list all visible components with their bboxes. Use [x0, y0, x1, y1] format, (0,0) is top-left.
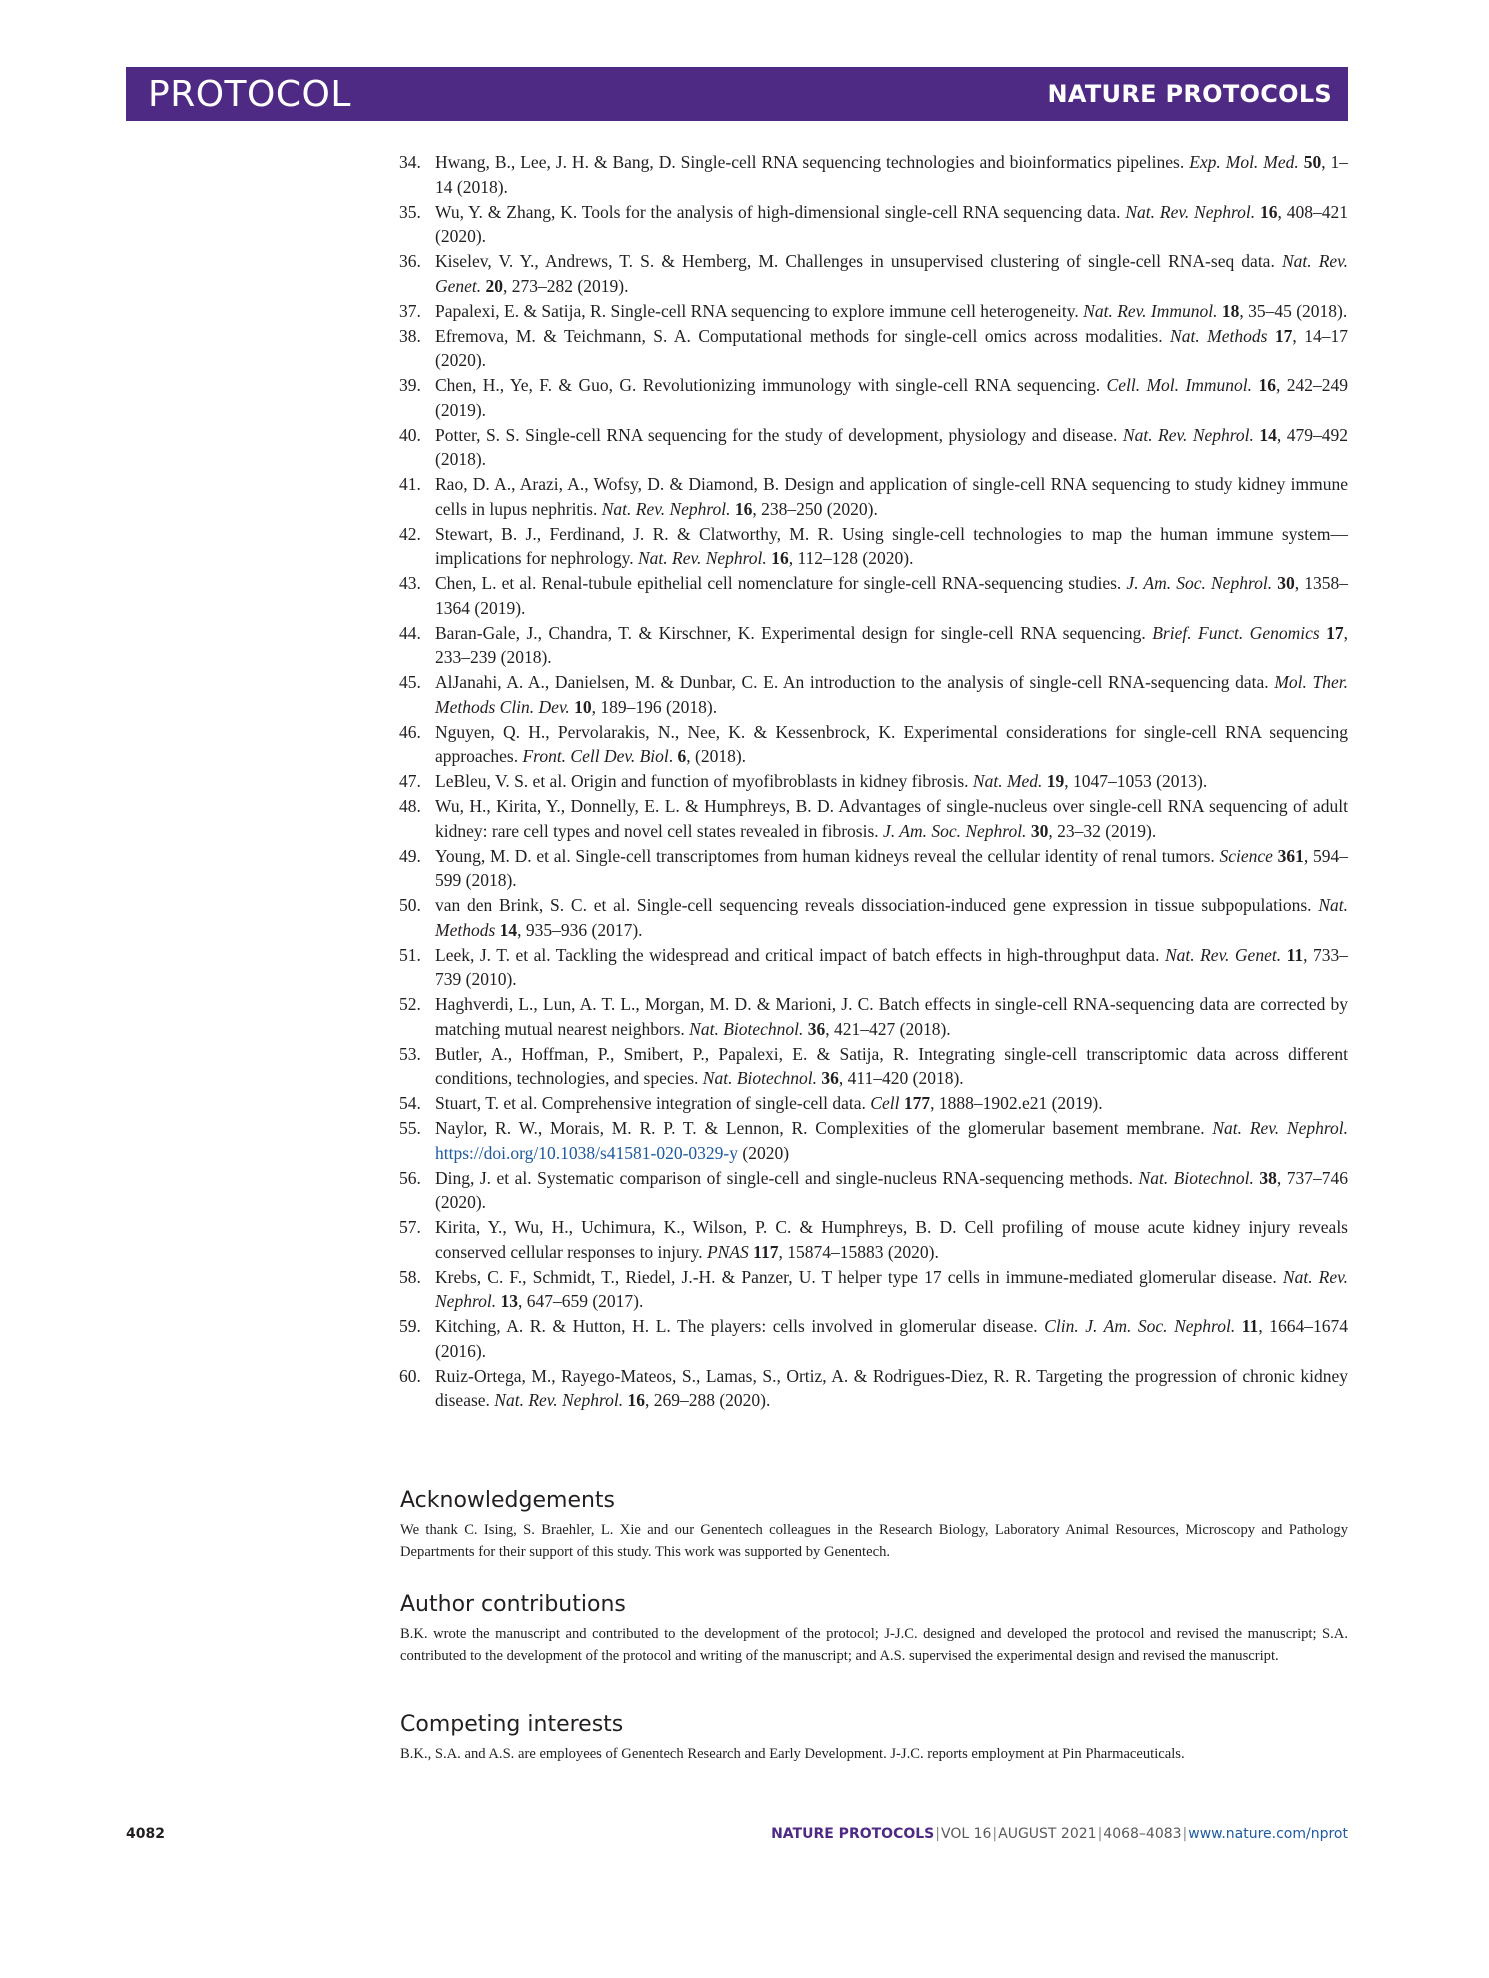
reference-text [435, 150, 1348, 199]
reference-text [435, 571, 1348, 620]
reference-fragment: , 15874–15883 (2020). [778, 1241, 939, 1262]
reference-fragment: , 35–45 (2018). [1239, 300, 1348, 321]
acknowledgements-section [400, 1488, 1348, 1563]
reference-number: 52. [399, 994, 421, 1014]
reference-item [399, 1166, 1348, 1215]
reference-text [435, 472, 1348, 521]
reference-item [399, 373, 1348, 422]
reference-number: 59. [399, 1316, 421, 1336]
journal-title: Nat. Methods [435, 895, 1348, 940]
author-contributions-heading: Author contributions [400, 1592, 626, 1617]
reference-item [399, 1314, 1348, 1363]
acknowledgements-text: We thank C. Ising, S. Braehler, L. Xie and our Genentech colleagues in the Research Biology, Laboratory Animal Resources, Microscopy and Pathology Departments for their support of this study. This work was supported by Genentech. [400, 1522, 1348, 1560]
section-label: PROTOCOL [148, 73, 351, 115]
footer-pages: 4068–4083 [1103, 1826, 1182, 1842]
reference-fragment: Potter, S. S. Single-cell RNA sequencing for the study of development, physiology and disease. [435, 424, 1123, 445]
reference-fragment: , 1358–1364 (2019). [435, 573, 1348, 618]
reference-fragment: Efremova, M. & Teichmann, S. A. Computational methods for single-cell omics across modalities. [435, 325, 1171, 346]
reference-fragment: Ruiz-Ortega, M., Rayego-Mateos, S., Lamas, S., Ortiz, A. & Rodrigues-Diez, R. R. Targeting the progression of chronic kidney disease. [435, 1365, 1348, 1410]
reference-number: 36. [399, 251, 421, 271]
reference-fragment: Haghverdi, L., Lun, A. T. L., Morgan, M. D. & Marioni, J. C. Batch effects in single-cell RNA-sequencing data are corrected by matching mutual nearest neighbors. [435, 994, 1348, 1039]
reference-text [435, 1265, 1348, 1314]
volume-number: 16 [771, 548, 789, 568]
reference-number: 34. [399, 152, 421, 172]
volume-number: 36 [821, 1068, 839, 1088]
reference-fragment: Hwang, B., Lee, J. H. & Bang, D. Single-cell RNA sequencing technologies and bioinformatics pipelines. [435, 152, 1190, 172]
reference-fragment: Wu, Y. & Zhang, K. Tools for the analysis of high-dimensional single-cell RNA sequencing data. [435, 201, 1126, 222]
reference-fragment: Butler, A., Hoffman, P., Smibert, P., Papalexi, E. & Satija, R. Integrating single-cell transcriptomic data across different conditions, technologies, and species. [435, 1043, 1348, 1088]
reference-fragment: , 14–17 (2020). [435, 325, 1348, 370]
reference-list [399, 150, 1348, 1413]
journal-title: Nat. Methods [1170, 325, 1268, 346]
reference-number: 53. [399, 1043, 421, 1064]
reference-item [399, 571, 1348, 620]
reference-text [435, 621, 1348, 670]
journal-title: Nat. Rev. Nephrol. [1122, 424, 1254, 445]
volume-number: 16 [734, 498, 753, 519]
volume-number: 50 [1303, 152, 1322, 172]
reference-text [435, 324, 1348, 373]
journal-title: Clin. J. Am. Soc. Nephrol. [1044, 1316, 1236, 1336]
separator: | [992, 1826, 998, 1842]
reference-fragment: , 737–746 (2020). [435, 1167, 1348, 1212]
reference-text [435, 769, 1348, 794]
journal-title: Cell [870, 1093, 900, 1113]
page-footer [126, 1826, 1348, 1842]
journal-title: Nat. Rev. Genet. [435, 251, 1348, 296]
reference-item [399, 1116, 1348, 1165]
reference-item [399, 1265, 1348, 1314]
journal-title: Nat. Rev. Nephrol. [494, 1390, 624, 1410]
volume-number: 16 [1260, 201, 1278, 222]
volume-number: 11 [1286, 944, 1304, 965]
volume-number: 117 [753, 1241, 779, 1262]
volume-number: 361 [1277, 845, 1304, 866]
reference-fragment: Chen, L. et al. Renal-tubule epithelial cell nomenclature for single-cell RNA-sequencing studies. [435, 573, 1127, 593]
reference-fragment: , 733–739 (2010). [435, 944, 1348, 989]
reference-fragment: Kitching, A. R. & Hutton, H. L. The players: cells involved in glomerular disease. [435, 1316, 1045, 1336]
volume-number: 6 [677, 746, 687, 766]
reference-text [435, 299, 1348, 324]
journal-title: J. Am. Soc. Nephrol. [883, 820, 1027, 841]
reference-item [399, 472, 1348, 521]
reference-text [435, 1215, 1348, 1264]
competing-interests-text: B.K., S.A. and A.S. are employees of Genentech Research and Early Development. J-J.C. reports employment at Pin Pharmaceuticals. [400, 1746, 1185, 1762]
reference-text [435, 1314, 1348, 1363]
reference-number: 56. [399, 1167, 421, 1188]
reference-fragment: Naylor, R. W., Morais, M. R. P. T. & Lennon, R. Complexities of the glomerular basement membrane. [435, 1118, 1213, 1138]
journal-title: Nat. Med. [972, 771, 1043, 791]
reference-fragment: Kiselev, V. Y., Andrews, T. S. & Hemberg, M. Challenges in unsupervised clustering of single-cell RNA-seq data. [435, 251, 1282, 271]
volume-number: 36 [807, 1018, 826, 1039]
reference-item [399, 1042, 1348, 1091]
reference-number: 51. [399, 944, 421, 965]
volume-number: 177 [903, 1093, 931, 1113]
volume-number: 19 [1046, 771, 1065, 791]
reference-number: 38. [399, 325, 421, 346]
reference-number: 48. [399, 796, 421, 816]
journal-title: Nat. Biotechnol. [702, 1068, 818, 1088]
separator: | [1182, 1826, 1188, 1842]
volume-number: 30 [1277, 573, 1295, 593]
reference-fragment: Stuart, T. et al. Comprehensive integration of single-cell data. [435, 1093, 871, 1113]
reference-text [435, 423, 1348, 472]
reference-text [435, 249, 1348, 298]
reference-fragment: LeBleu, V. S. et al. Origin and function of myofibroblasts in kidney fibrosis. [435, 771, 973, 791]
journal-title: Science [1219, 845, 1273, 866]
separator: | [935, 1826, 940, 1842]
reference-item [399, 150, 1348, 199]
reference-item [399, 844, 1348, 893]
journal-title: Mol. Ther. Methods Clin. Dev. [435, 672, 1348, 717]
reference-number: 35. [399, 201, 421, 222]
reference-fragment: , 935–936 (2017). [517, 919, 643, 940]
reference-text [435, 992, 1348, 1041]
reference-fragment: . [668, 746, 674, 766]
reference-fragment: , 273–282 (2019). [503, 275, 629, 296]
reference-item [399, 522, 1348, 571]
journal-citation-line [771, 1826, 1348, 1842]
journal-title: Brief. Funct. Genomics [1152, 622, 1320, 643]
reference-item [399, 423, 1348, 472]
reference-text [435, 893, 1348, 942]
reference-fragment: , 238–250 (2020). [752, 498, 878, 519]
reference-item [399, 1215, 1348, 1264]
journal-title: PNAS [706, 1241, 749, 1262]
reference-fragment: , 479–492 (2018). [435, 424, 1349, 469]
reference-fragment: van den Brink, S. C. et al. Single-cell sequencing reveals dissociation-induced gene expression in tissue subpopulations. [435, 895, 1319, 915]
reference-fragment: , 112–128 (2020). [788, 548, 914, 568]
author-contributions-text: B.K. wrote the manuscript and contributed to the development of the protocol; J-J.C. designed and developed the protocol and revised the manuscript; S.A. contributed to the development of the protocol and writing of the manuscript; and A.S. supervised the experimental design and revised the manuscript. [400, 1626, 1348, 1664]
reference-item [399, 720, 1348, 769]
footer-journal: NATURE PROTOCOLS [771, 1826, 935, 1842]
volume-number: 16 [1258, 375, 1276, 395]
doi-link[interactable]: https://doi.org/10.1038/s41581-020-0329-y [435, 1142, 739, 1163]
reference-text [435, 794, 1348, 843]
reference-fragment: Rao, D. A., Arazi, A., Wofsy, D. & Diamond, B. Design and application of single-cell RNA sequencing to study kidney immune cells in lupus nephritis. [435, 474, 1348, 519]
reference-number: 49. [399, 845, 421, 866]
reference-fragment: , 411–420 (2018). [838, 1068, 964, 1088]
reference-item [399, 299, 1348, 324]
reference-fragment: , 23–32 (2019). [1048, 820, 1157, 841]
volume-number: 14 [1259, 424, 1277, 445]
reference-item [399, 621, 1348, 670]
reference-number: 42. [399, 523, 421, 544]
journal-title: Nat. Rev. Nephrol. [1125, 201, 1256, 222]
reference-item [399, 200, 1348, 249]
journal-title: Nat. Biotechnol. [689, 1018, 804, 1039]
reference-text [435, 1166, 1348, 1215]
reference-number: 55. [399, 1118, 421, 1138]
separator: | [1097, 1826, 1103, 1842]
journal-title: Nat. Rev. Nephrol. [601, 498, 731, 519]
reference-number: 46. [399, 721, 421, 742]
reference-fragment: , 1047–1053 (2013). [1064, 771, 1208, 791]
reference-text [435, 1091, 1348, 1116]
journal-title: J. Am. Soc. Nephrol. [1126, 573, 1273, 593]
journal-title: Nat. Rev. Nephrol. [1212, 1118, 1348, 1138]
reference-item [399, 769, 1348, 794]
reference-number: 44. [399, 622, 421, 643]
volume-number: 38 [1259, 1167, 1277, 1188]
journal-title: Front. Cell Dev. Biol [522, 746, 669, 766]
volume-number: 10 [574, 696, 592, 717]
journal-title: Nat. Rev. Nephrol. [435, 1266, 1348, 1311]
reference-fragment: Krebs, C. F., Schmidt, T., Riedel, J.-H. & Panzer, U. T helper type 17 cells in immune-mediated glomerular disease. [435, 1266, 1283, 1287]
reference-text [435, 1116, 1348, 1165]
reference-fragment: Chen, H., Ye, F. & Guo, G. Revolutionizing immunology with single-cell RNA sequencing. [435, 375, 1107, 395]
competing-interests-heading: Competing interests [400, 1712, 624, 1737]
reference-fragment: , 594–599 (2018). [435, 845, 1349, 890]
reference-number: 50. [399, 895, 421, 915]
reference-fragment: (2020) [738, 1142, 790, 1163]
volume-number: 17 [1274, 325, 1293, 346]
reference-fragment: , 242–249 (2019). [435, 375, 1349, 420]
reference-number: 57. [399, 1217, 421, 1237]
footer-url-link[interactable]: www.nature.com/nprot [1188, 1826, 1348, 1842]
volume-number: 13 [500, 1291, 518, 1311]
reference-fragment: , 233–239 (2018). [435, 622, 1348, 667]
journal-name: NATURE PROTOCOLS [1047, 80, 1332, 108]
reference-fragment: Papalexi, E. & Satija, R. Single-cell RNA sequencing to explore immune cell heterogeneity. [435, 300, 1084, 321]
reference-text [435, 1364, 1348, 1413]
reference-item [399, 992, 1348, 1041]
volume-number: 14 [499, 919, 518, 940]
page-number: 4082 [126, 1826, 165, 1842]
volume-number: 11 [1241, 1316, 1259, 1336]
volume-number: 30 [1030, 820, 1049, 841]
reference-number: 60. [399, 1365, 421, 1386]
volume-number: 20 [485, 275, 504, 296]
footer-volume: VOL 16 [940, 1826, 992, 1842]
reference-fragment: AlJanahi, A. A., Danielsen, M. & Dunbar, C. E. An introduction to the analysis of single-cell RNA-sequencing data. [435, 672, 1275, 692]
reference-text [435, 373, 1348, 422]
reference-fragment: Ding, J. et al. Systematic comparison of single-cell and single-nucleus RNA-sequencing methods. [435, 1167, 1139, 1188]
reference-item [399, 1364, 1348, 1413]
journal-title: Nat. Rev. Nephrol. [638, 548, 767, 568]
reference-fragment: , 1664–1674 (2016). [435, 1316, 1348, 1361]
reference-text [435, 522, 1348, 571]
journal-title: Exp. Mol. Med. [1189, 152, 1299, 172]
reference-fragment: , (2018). [686, 746, 747, 766]
reference-number: 45. [399, 672, 421, 692]
reference-text [435, 943, 1348, 992]
reference-text [435, 670, 1348, 719]
reference-fragment: , 189–196 (2018). [591, 696, 718, 717]
reference-number: 47. [399, 771, 421, 791]
journal-title: Nat. Biotechnol. [1138, 1167, 1254, 1188]
reference-item [399, 670, 1348, 719]
volume-number: 16 [627, 1390, 645, 1410]
reference-fragment [1267, 326, 1274, 346]
reference-text [435, 200, 1348, 249]
author-contributions-section [400, 1592, 1348, 1667]
reference-item [399, 794, 1348, 843]
reference-number: 58. [399, 1266, 421, 1287]
reference-number: 37. [399, 300, 421, 321]
reference-item [399, 943, 1348, 992]
reference-fragment: Nguyen, Q. H., Pervolarakis, N., Nee, K. & Kessenbrock, K. Experimental considerations for single-cell RNA sequencing approaches. [435, 721, 1348, 766]
reference-fragment: Wu, H., Kirita, Y., Donnelly, E. L. & Humphreys, B. D. Advantages of single-nucleus over single-cell RNA sequencing of adult kidney: rare cell types and novel cell states revealed in fibrosis. [435, 796, 1348, 841]
volume-number: 18 [1221, 300, 1240, 321]
reference-fragment: Young, M. D. et al. Single-cell transcriptomes from human kidneys reveal the cellular identity of renal tumors. [435, 845, 1220, 866]
reference-item [399, 249, 1348, 298]
footer-date: AUGUST 2021 [998, 1826, 1097, 1842]
competing-interests-section [400, 1712, 1348, 1765]
reference-number: 54. [399, 1093, 421, 1113]
reference-item [399, 1091, 1348, 1116]
reference-fragment: , 1–14 (2018). [435, 152, 1349, 197]
reference-text [435, 844, 1348, 893]
reference-fragment: , 421–427 (2018). [825, 1018, 951, 1039]
reference-fragment: Baran-Gale, J., Chandra, T. & Kirschner, K. Experimental design for single-cell RNA sequencing. [435, 622, 1153, 643]
volume-number: 17 [1326, 622, 1344, 643]
reference-number: 39. [399, 375, 421, 395]
header-bar [126, 67, 1348, 121]
journal-title: Cell. Mol. Immunol. [1106, 375, 1253, 395]
acknowledgements-heading: Acknowledgements [400, 1488, 616, 1513]
reference-item [399, 893, 1348, 942]
journal-title: Nat. Rev. Genet. [1164, 944, 1282, 965]
reference-number: 43. [399, 573, 421, 593]
reference-fragment: Leek, J. T. et al. Tackling the widespread and critical impact of batch effects in high-throughput data. [435, 944, 1165, 965]
reference-fragment: Kirita, Y., Wu, H., Uchimura, K., Wilson, P. C. & Humphreys, B. D. Cell profiling of mouse acute kidney injury reveals conserved cellular responses to injury. [435, 1217, 1348, 1262]
reference-number: 40. [399, 424, 421, 445]
reference-fragment: , 1888–1902.e21 (2019). [930, 1093, 1103, 1113]
journal-title: Nat. Rev. Immunol. [1083, 300, 1218, 321]
reference-fragment: , 647–659 (2017). [517, 1291, 644, 1311]
reference-number: 41. [399, 474, 421, 494]
reference-text [435, 720, 1348, 769]
reference-fragment: Stewart, B. J., Ferdinand, J. R. & Clatworthy, M. R. Using single-cell technologies to map the human immune system—implications for nephrology. [435, 523, 1348, 568]
reference-fragment: , 269–288 (2020). [644, 1390, 771, 1410]
reference-text [435, 1042, 1348, 1091]
reference-fragment: , 408–421 (2020). [435, 201, 1349, 246]
reference-item [399, 324, 1348, 373]
